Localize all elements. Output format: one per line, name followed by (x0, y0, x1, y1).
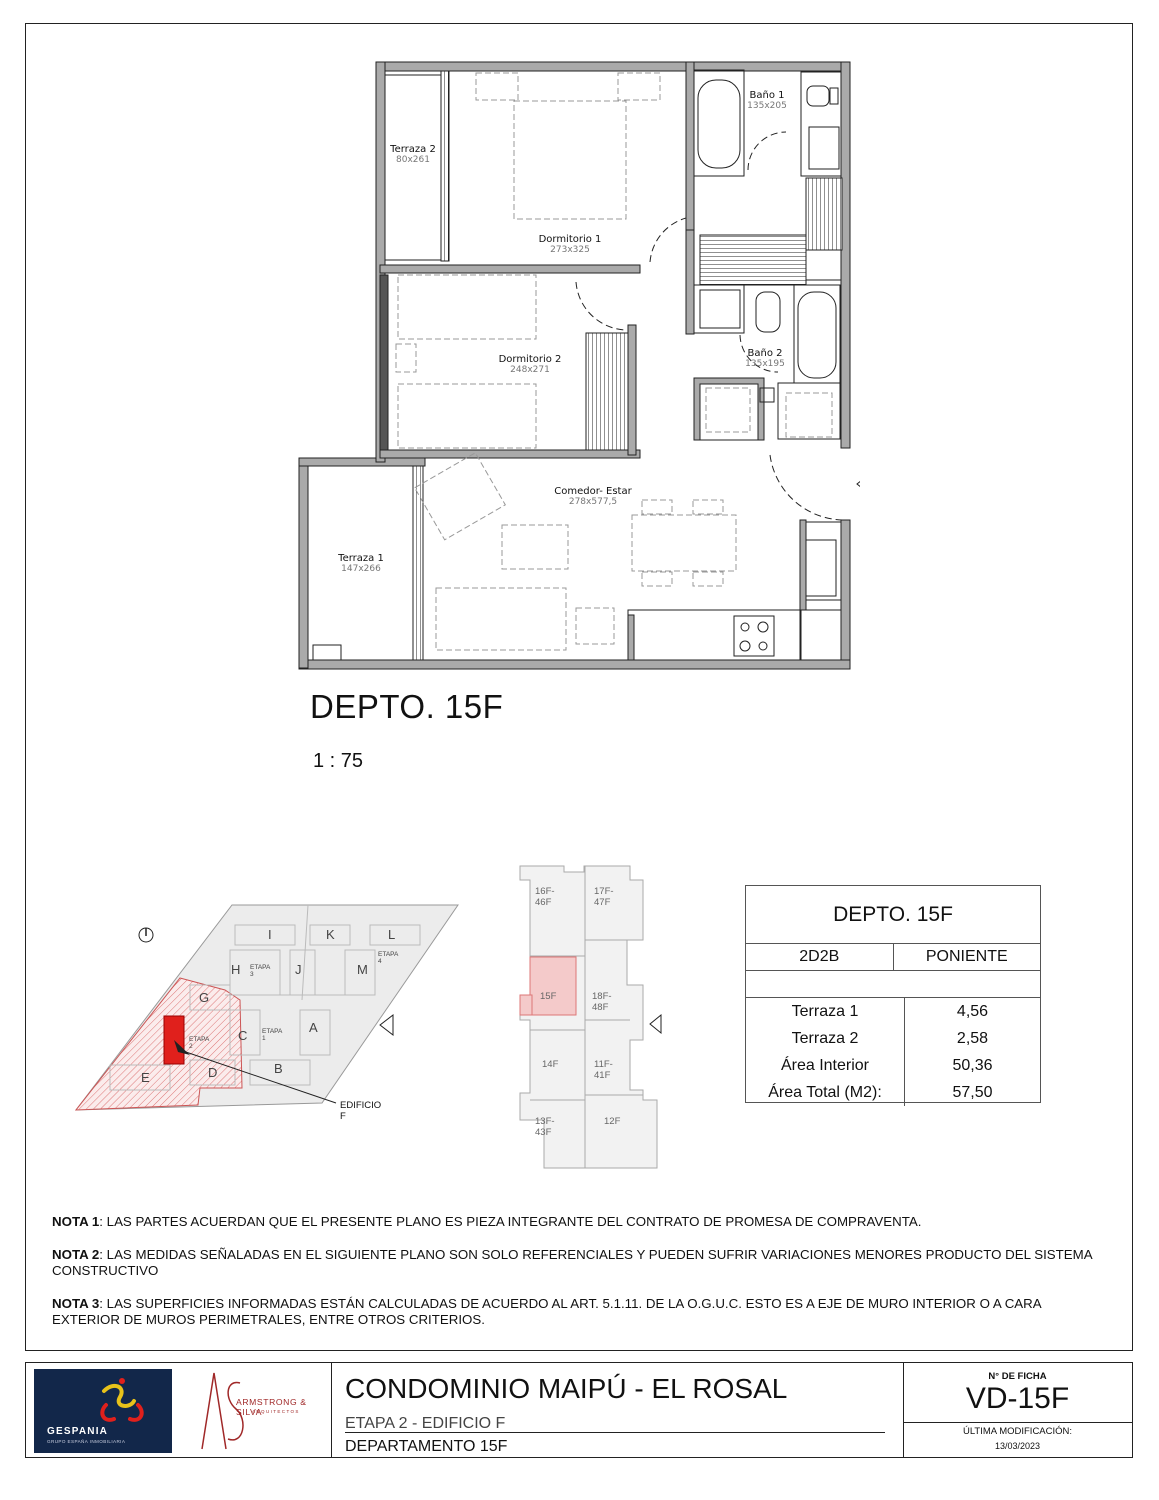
unit-label: 17F-47F (594, 886, 614, 908)
unit-label: 16F-46F (535, 886, 555, 908)
building-label-i: I (268, 927, 272, 942)
room-label-bano-2 (738, 348, 792, 369)
room-dims: 248x271 (510, 365, 550, 375)
note-2 (52, 1247, 1112, 1279)
unit-label: 18F-48F (592, 991, 612, 1013)
area-table-type-row (746, 944, 1040, 971)
gespania-mark-icon (34, 1369, 172, 1429)
area-value: 2,58 (956, 1029, 989, 1047)
building-label-h: H (231, 962, 241, 977)
project-info (331, 1363, 904, 1457)
floor-key (510, 855, 670, 1175)
stage-label-4: ETAPA 4 (378, 951, 398, 965)
note-text: : LAS PARTES ACUERDAN QUE EL PRESENTE PLANO ES PIEZA INTEGRANTE DEL CONTRATO DE PROMESA DE COMPRAVENTA. (99, 1214, 922, 1229)
gespania-logo (34, 1369, 172, 1453)
area-row (746, 1052, 1040, 1079)
room-name: Baño 1 (749, 90, 785, 101)
last-modified-label: ÚLTIMA MODIFICACIÓN: (962, 1426, 1073, 1437)
note-label: NOTA 1 (52, 1214, 100, 1229)
plan-scale: 1 : 75 (313, 750, 364, 772)
building-label-e: E (141, 1070, 150, 1085)
building-label-c: C (238, 1028, 248, 1043)
divider (903, 1422, 1132, 1423)
building-label-l: L (388, 927, 396, 942)
last-modified-date: 13/03/2023 (994, 1441, 1041, 1451)
note-3 (52, 1296, 1112, 1328)
logos (26, 1363, 332, 1457)
area-label: Terraza 2 (746, 1025, 905, 1052)
ficha-label: N° DE FICHA (988, 1371, 1047, 1382)
building-label-b: B (274, 1061, 283, 1076)
armstrong-silva-name: ARMSTRONG & SILVA (236, 1397, 307, 1417)
room-label-comedor-estar (540, 486, 646, 507)
unit-label-highlighted: 15F (540, 991, 557, 1002)
site-plan (70, 900, 480, 1120)
room-name: Terraza 1 (338, 553, 384, 564)
plan-title: DEPTO. 15F (310, 688, 504, 725)
room-name: Terraza 2 (390, 144, 436, 155)
area-label: Área Interior (746, 1052, 905, 1079)
stage-label-3: ETAPA 3 (250, 964, 270, 978)
area-value: 4,56 (956, 1002, 989, 1020)
room-dims: 278x577,5 (568, 497, 618, 507)
room-name: Comedor- Estar (554, 486, 632, 497)
room-dims: 273x325 (550, 245, 590, 255)
unit-label: 13F-43F (535, 1116, 555, 1138)
note-text: : LAS MEDIDAS SEÑALADAS EN EL SIGUIENTE PLANO SON SOLO REFERENCIALES Y PUEDEN SUFRIR VARIACIONES MENORES PRODUCTO DEL SISTEMA CONSTRUCTIVO (52, 1247, 1092, 1278)
notes (52, 1214, 1112, 1345)
area-row (746, 1025, 1040, 1052)
sheet-info (903, 1363, 1132, 1457)
gespania-subtitle: GRUPO ESPAÑA INMOBILIARIA (47, 1439, 126, 1444)
project-name: CONDOMINIO MAIPÚ - EL ROSAL (345, 1373, 788, 1404)
room-label-terraza-1 (330, 553, 392, 574)
building-label-g: G (199, 990, 210, 1005)
room-dims: 135x205 (747, 101, 787, 111)
room-dims: 147x266 (341, 564, 381, 574)
area-table-spacer (746, 971, 1040, 998)
area-value: 57,50 (952, 1083, 993, 1101)
title-block (25, 1362, 1133, 1458)
unit-orientation: PONIENTE (925, 948, 1008, 965)
room-name: Baño 2 (747, 348, 783, 359)
area-value: 50,36 (952, 1056, 993, 1074)
stage-label-2: ETAPA 2 (189, 1036, 209, 1050)
project-stage: ETAPA 2 - EDIFICIO F (345, 1415, 506, 1432)
area-row-total (746, 1079, 1040, 1106)
building-label-j: J (295, 962, 302, 977)
unit-label: 12F (604, 1116, 621, 1127)
room-dims: 80x261 (396, 155, 430, 165)
armstrong-silva-subtitle: ARQUITECTOS (252, 1409, 300, 1414)
unit-label: 11F-41F (594, 1059, 613, 1081)
note-1 (52, 1214, 1112, 1230)
room-label-dormitorio-1 (520, 234, 620, 255)
room-dims: 135x195 (745, 359, 785, 369)
building-label-d: D (208, 1065, 218, 1080)
building-label-a: A (309, 1020, 318, 1035)
ficha-value: VD-15F (965, 1382, 1070, 1415)
note-label: NOTA 3 (52, 1296, 100, 1311)
note-label: NOTA 2 (52, 1247, 100, 1262)
area-label: Terraza 1 (746, 998, 905, 1025)
building-label-m: M (357, 962, 368, 977)
stage-label-1: ETAPA 1 (262, 1028, 282, 1042)
room-label-terraza-2 (385, 144, 441, 165)
unit-label: 14F (542, 1059, 559, 1070)
area-row (746, 998, 1040, 1025)
area-table (745, 885, 1041, 1103)
unit-type: 2D2B (746, 944, 894, 970)
note-text: : LAS SUPERFICIES INFORMADAS ESTÁN CALCULADAS DE ACUERDO AL ART. 5.1.11. DE LA O.G.U.C. ESTO ES A EJE DE MURO INTERIOR O A CARA EXTERIOR DE MUROS PERIMETRALES, ENTRE OTROS CRITERIOS. (52, 1296, 1041, 1327)
project-unit: DEPARTAMENTO 15F (345, 1432, 885, 1456)
building-label-k: K (326, 927, 335, 942)
room-name: Dormitorio 1 (538, 234, 602, 245)
gespania-name: GESPANIA (47, 1426, 109, 1437)
room-label-dormitorio-2 (480, 354, 580, 375)
room-label-bano-1 (741, 90, 793, 111)
area-label: Área Total (M2): (746, 1079, 905, 1106)
edificio-callout: EDIFICIO F (340, 1100, 382, 1122)
area-table-title: DEPTO. 15F (746, 886, 1040, 944)
room-name: Dormitorio 2 (498, 354, 562, 365)
